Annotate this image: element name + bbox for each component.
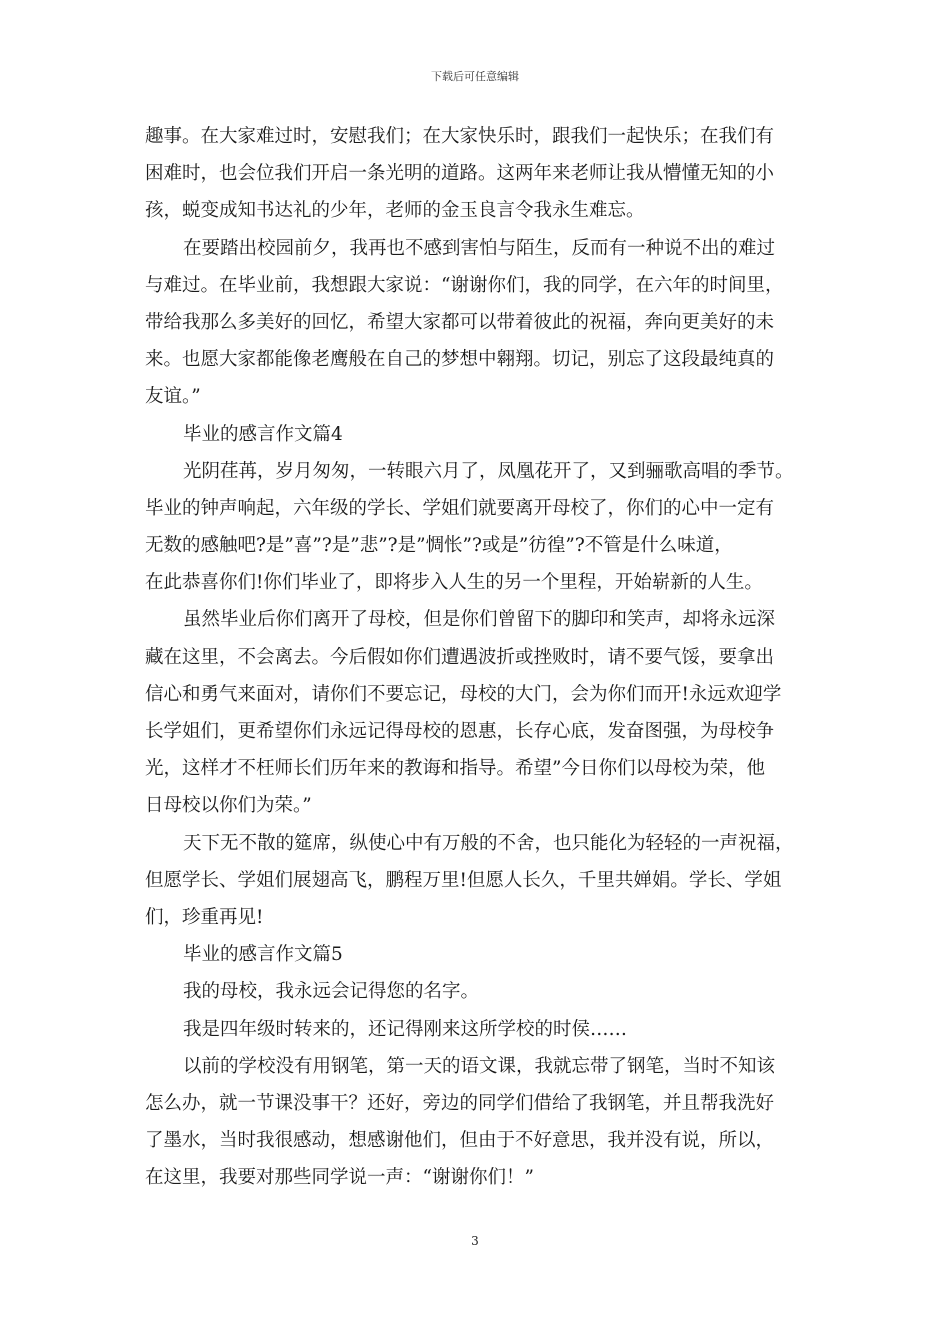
text-line: 在这里，我要对那些同学说一声：“谢谢你们！” [145, 1167, 534, 1189]
section-heading: 毕业的感言作文篇4 [183, 423, 343, 445]
document-body [145, 118, 807, 1196]
text-line: 但愿学长、学姐们展翅高飞，鹏程万里!但愿人长久，千里共婵娟。学长、学姐 [145, 869, 782, 891]
text-line: 信心和勇气来面对，请你们不要忘记，母校的大门，会为你们而开!永远欢迎学 [145, 683, 782, 705]
text-line: 光阴荏苒，岁月匆匆，一转眼六月了，凤凰花开了，又到骊歌高唱的季节。 [183, 460, 794, 482]
section-heading: 毕业的感言作文篇5 [183, 944, 343, 966]
text-line: 在此恭喜你们!你们毕业了，即将步入人生的另一个里程，开始崭新的人生。 [145, 572, 763, 594]
text-line: 在要踏出校园前夕，我再也不感到害怕与陌生，反而有一种说不出的难过 [183, 237, 776, 259]
text-line: 带给我那么多美好的回忆，希望大家都可以带着彼此的祝福，奔向更美好的未 [145, 311, 775, 333]
text-line: 毕业的钟声响起，六年级的学长、学姐们就要离开母校了，你们的心中一定有 [145, 497, 775, 519]
text-line: 困难时，也会位我们开启一条光明的道路。这两年来老师让我从懵懂无知的小 [145, 163, 775, 185]
page-header: 下载后可任意编辑 [431, 70, 519, 83]
text-line: 孩，蜕变成知书达礼的少年，老师的金玉良言令我永生难忘。 [145, 200, 645, 222]
text-line: 日母校以你们为荣。” [145, 795, 312, 817]
text-line: 友谊。” [145, 386, 201, 408]
text-line: 来。也愿大家都能像老鹰般在自己的梦想中翱翔。切记，别忘了这段最纯真的 [145, 349, 775, 371]
page-number: 3 [471, 1234, 479, 1248]
text-line: 长学姐们，更希望你们永远记得母校的恩惠，长存心底，发奋图强，为母校争 [145, 721, 775, 742]
text-line: 怎么办，就一节课没事干？还好，旁边的同学们借给了我钢笔，并且帮我洗好 [145, 1092, 775, 1114]
text-line: 我的母校，我永远会记得您的名字。 [183, 981, 480, 1003]
text-line: 天下无不散的筵席，纵使心中有万般的不舍，也只能化为轻轻的一声祝福， [183, 832, 794, 854]
text-line: 虽然毕业后你们离开了母校，但是你们曾留下的脚印和笑声，却将永远深 [183, 609, 776, 631]
text-line: 了墨水，当时我很感动，想感谢他们，但由于不好意思，我并没有说，所以， [145, 1130, 775, 1152]
text-line: 趣事。在大家难过时，安慰我们；在大家快乐时，跟我们一起快乐；在我们有 [145, 126, 775, 147]
text-line: 们，珍重再见! [145, 906, 264, 928]
text-line: 光，这样才不枉师长们历年来的教诲和指导。希望”今日你们以母校为荣，他 [145, 758, 765, 780]
text-line: 以前的学校没有用钢笔，第一天的语文课，我就忘带了钢笔，当时不知该 [183, 1055, 776, 1077]
text-line: 我是四年级时转来的，还记得刚来这所学校的时侯…… [183, 1018, 628, 1040]
text-line: 无数的感触吧?是”喜”?是”悲”?是”惆怅”?或是”彷徨”?不管是什么味道， [145, 535, 733, 557]
text-line: 藏在这里，不会离去。今后假如你们遭遇波折或挫败时，请不要气馁，要拿出 [145, 646, 775, 668]
text-line: 与难过。在毕业前，我想跟大家说：“谢谢你们，我的同学，在六年的时间里， [145, 274, 784, 296]
